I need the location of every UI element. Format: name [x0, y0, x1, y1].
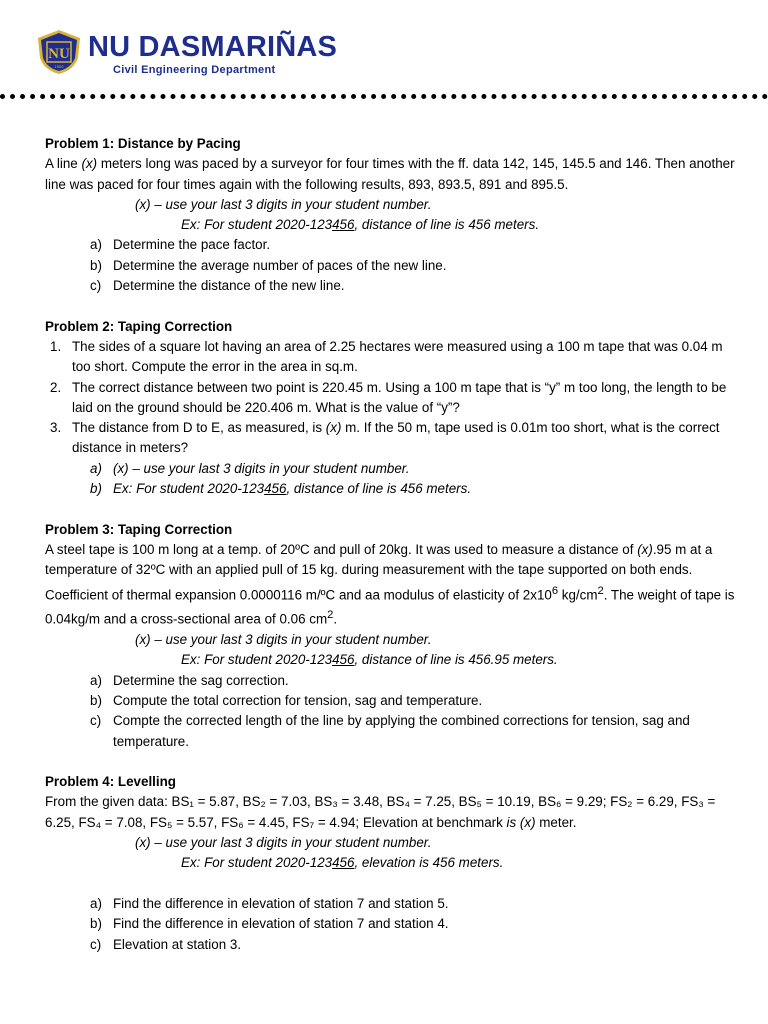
task-list [45, 235, 735, 296]
problem-3 [45, 520, 735, 752]
list-item: a) Find the difference in elevation of station 7 and station 5. [90, 895, 449, 911]
list-item: 1. The sides of a square lot having an area of 2.25 hectares were measured using a 100 m tape that was 0.04 m too short. Compute the error in the area in sq.m. [50, 338, 723, 375]
example-note: Ex: For student 2020-123456, elevation is 456 meters. [181, 855, 504, 871]
variable-note: (x) – use your last 3 digits in your student number. [135, 632, 432, 648]
svg-text:NU: NU [48, 46, 70, 62]
list-item: b) Determine the average number of paces of the new line. [90, 257, 447, 273]
list-item: 3. The distance from D to E, as measured, is (x) m. If the 50 m, tape used is 0.01m too short, what is the correct distance in meters? [50, 420, 720, 456]
letterhead [34, 28, 734, 80]
example-note: Ex: For student 2020-123456, distance of line is 456.95 meters. [181, 652, 558, 668]
list-item: b) Compute the total correction for tension, sag and temperature. [90, 692, 483, 708]
list-item: a) Determine the pace factor. [90, 237, 271, 253]
problem-title: Problem 3: Taping Correction [45, 521, 233, 537]
organization-name: NU DASMARIÑAS [88, 31, 338, 63]
svg-text:1900: 1900 [54, 64, 64, 69]
variable-note: (x) – use your last 3 digits in your student number. [135, 196, 432, 212]
task-list [45, 894, 735, 955]
note-list [45, 459, 735, 500]
university-seal-icon [34, 28, 84, 76]
spacer [45, 874, 735, 894]
document-body [45, 134, 735, 975]
problem-1 [45, 134, 735, 296]
problem-statement: A line (x) meters long was paced by a surveyor for four times with the ff. data 142, 145, 145.5 and 146. Then another line was paced for four times again with the following results, 893, 893.5, 891 and 895.5. [45, 156, 735, 192]
list-item: c) Compte the corrected length of the line by applying the combined corrections for tension, sag and temperature. [90, 713, 690, 749]
problem-statement: A steel tape is 100 m long at a temp. of 20ºC and pull of 20kg. It was used to measure a distance of (x).95 m at a temperature of 32ºC with an applied pull of 15 kg. during measurement with the tape supported on both ends. Coefficient of thermal expansion 0.0000116 m/ºC and aa modulus of elasticity of $2x10^6$ $kg/cm^2$. The weight of tape is 0.04kg/m and a cross-sectional area of 0.06 $cm^2$. [45, 541, 735, 627]
problem-statement: From the given data: BS₁ = 5.87, BS₂ = 7.03, BS₃ = 3.48, BS₄ = 7.25, BS₅ = 10.19, BS₆ = 9.29; FS₂ = 6.29, FS₃ = 6.25, FS₄ = 7.08, FS₅ = 5.57, FS₆ = 4.45, FS₇ = 4.94; Elevation at benchmark is (x) meter. [45, 794, 716, 830]
list-item: b) Find the difference in elevation of station 7 and station 4. [90, 916, 449, 932]
list-item: a) Determine the sag correction. [90, 672, 289, 688]
problem-4 [45, 772, 735, 955]
list-item: c) Elevation at station 3. [90, 936, 242, 952]
list-item: c) Determine the distance of the new line. [90, 278, 345, 294]
list-item: b) Ex: For student 2020-123456, distance of line is 456 meters. [90, 481, 472, 497]
problem-title: Problem 1: Distance by Pacing [45, 136, 241, 151]
variable-note: (x) – use your last 3 digits in your student number. [135, 835, 432, 851]
task-list [45, 671, 735, 752]
header-divider [0, 94, 768, 99]
department-name: Civil Engineering Department [113, 64, 276, 76]
example-note: Ex: For student 2020-123456, distance of line is 456 meters. [181, 217, 540, 233]
problem-2 [45, 317, 735, 500]
problem-title: Problem 2: Taping Correction [45, 318, 233, 334]
list-item: a) (x) – use your last 3 digits in your student number. [90, 460, 410, 476]
question-list [45, 337, 735, 459]
list-item: 2. The correct distance between two point is 220.45 m. Using a 100 m tape that is “y” m too long, the length to be laid on the ground should be 220.406 m. What is the value of “y”? [50, 379, 727, 415]
problem-title: Problem 4: Levelling [45, 774, 176, 790]
